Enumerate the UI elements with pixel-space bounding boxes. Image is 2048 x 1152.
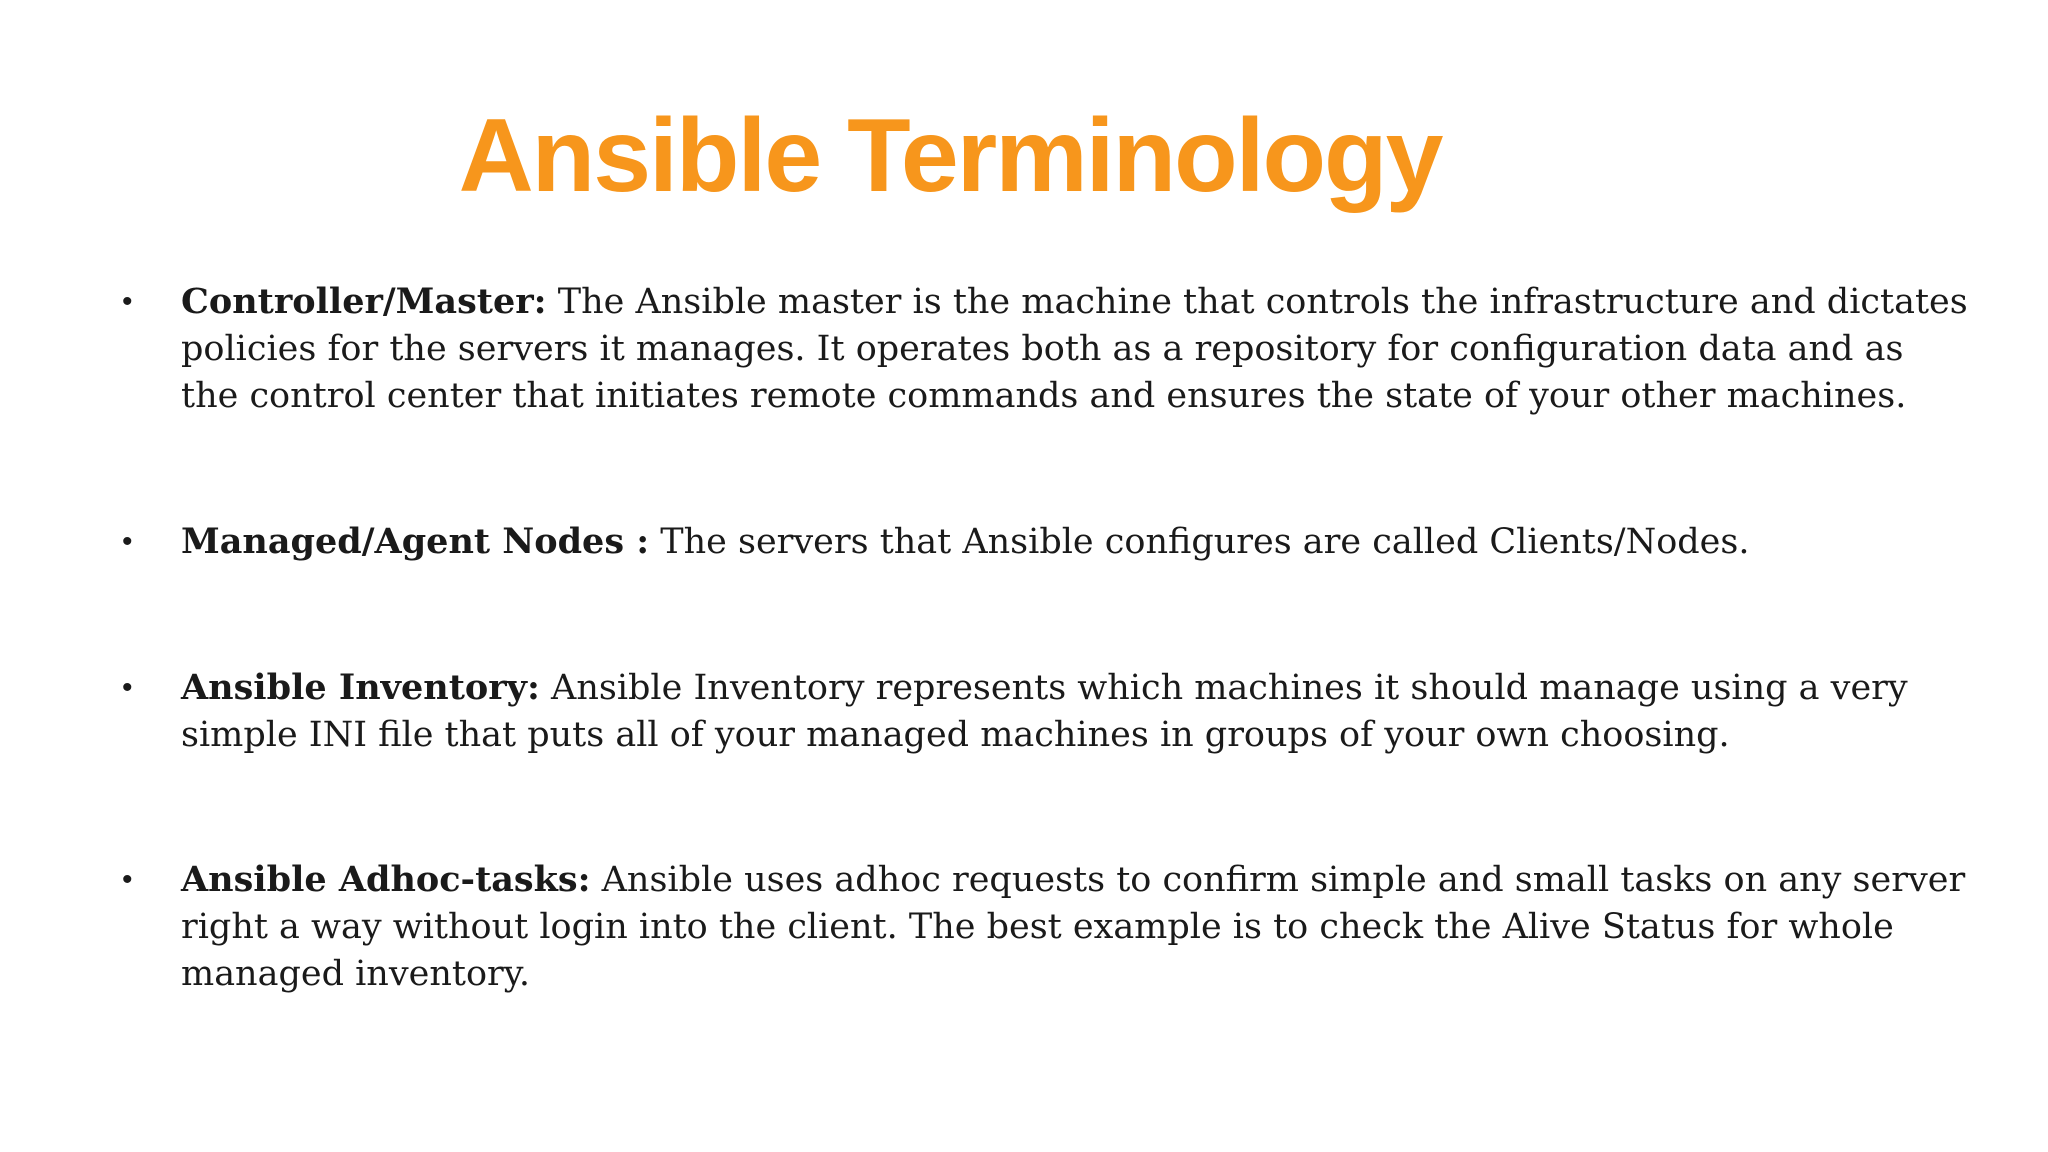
term-label: Ansible Inventory: xyxy=(181,667,540,708)
term-label: Managed/Agent Nodes : xyxy=(181,521,650,562)
term-description: Ansible uses adhoc requests to confirm simple and small tasks on any server right a way without login into the client. The best example is to check the Alive Status for whole managed inventory. xyxy=(181,860,1966,994)
term-description: Ansible Inventory represents which machines it should manage using a very simple INI file that puts all of your managed machines in groups of your own choosing. xyxy=(181,668,1908,755)
bullet-icon: • xyxy=(122,863,133,896)
terminology-list xyxy=(120,278,1970,998)
list-item xyxy=(120,664,1970,759)
slide-title: Ansible Terminology xyxy=(458,98,1442,214)
list-item xyxy=(120,518,1970,566)
term-description: The Ansible master is the machine that controls the infrastructure and dictates policies for the servers it manages. It operates both as a repository for configuration data and as the control center that initiates remote commands and ensures the state of your other machines. xyxy=(181,282,1968,416)
bullet-icon: • xyxy=(122,671,133,704)
term-description: The servers that Ansible configures are called Clients/Nodes. xyxy=(660,522,1750,562)
term-label: Ansible Adhoc-tasks: xyxy=(181,859,591,900)
list-item xyxy=(120,278,1970,420)
bullet-icon: • xyxy=(122,525,133,558)
term-label: Controller/Master: xyxy=(181,281,547,322)
bullet-icon: • xyxy=(122,285,133,318)
list-item xyxy=(120,856,1970,998)
